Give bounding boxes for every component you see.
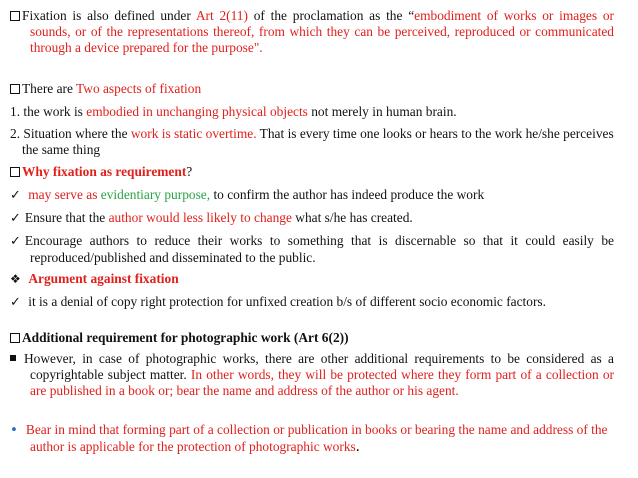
aspect-two-paragraph: 2. Situation where the work is static overtime. That is every time one looks or hears to the work he/she perceives the same thing — [10, 126, 614, 158]
checkbox-square-icon — [10, 164, 22, 180]
photographic-works-paragraph: However, in case of photographic works, there are other additional requirements to be considered as a copyrightable subject matter. In other words, they will be protected where they form part of a collection or are published in a book or; bear the name and address of the author or his agent. — [10, 351, 614, 400]
checkbox-square-icon — [10, 81, 22, 97]
fixation-definition-paragraph: Fixation is also defined under Art 2(11) of the proclamation as the “embodiment of works or images or sounds, or of the representations thereof, from which they can be perceived, reproduced or communicated through a device prepared for the purpose". — [10, 8, 614, 57]
author-change-item: ✓ Ensure that the author would less likely to change what s/he has created. — [10, 210, 413, 226]
evidentiary-purpose-item: ✓ may serve as evidentiary purpose, to confirm the author has indeed produce the work — [10, 187, 485, 203]
checkbox-square-icon — [10, 330, 22, 346]
four-diamond-icon: ❖ — [10, 272, 21, 286]
argument-against-heading: ❖ Argument against fixation — [10, 271, 179, 286]
checkmark-icon: ✓ — [10, 188, 21, 203]
bear-in-mind-paragraph: • Bear in mind that forming part of a collection or publication in books or bearing the name and address of the author is applicable for the protection of photographic works. — [10, 422, 608, 456]
checkmark-icon: ✓ — [10, 295, 21, 310]
photographic-requirement-heading: Additional requirement for photographic work (Art 6(2)) — [10, 330, 614, 346]
checkbox-square-icon — [10, 8, 22, 24]
aspect-one-paragraph: 1. the work is embodied in unchanging physical objects not merely in human brain. — [10, 104, 457, 119]
square-bullet-icon — [10, 351, 24, 367]
why-fixation-heading: Why fixation as requirement? — [10, 164, 614, 180]
two-aspects-paragraph: There are Two aspects of fixation — [10, 81, 614, 97]
checkmark-icon: ✓ — [10, 211, 21, 226]
round-bullet-icon: • — [10, 423, 18, 438]
denial-protection-item: ✓ it is a denial of copy right protection for unfixed creation b/s of different socio economic factors. — [10, 294, 546, 310]
encourage-authors-item: ✓ Encourage authors to reduce their works to something that is discernable so that it could easily be reproduced/published and disseminated to the public. — [10, 233, 614, 266]
checkmark-icon: ✓ — [10, 234, 21, 249]
